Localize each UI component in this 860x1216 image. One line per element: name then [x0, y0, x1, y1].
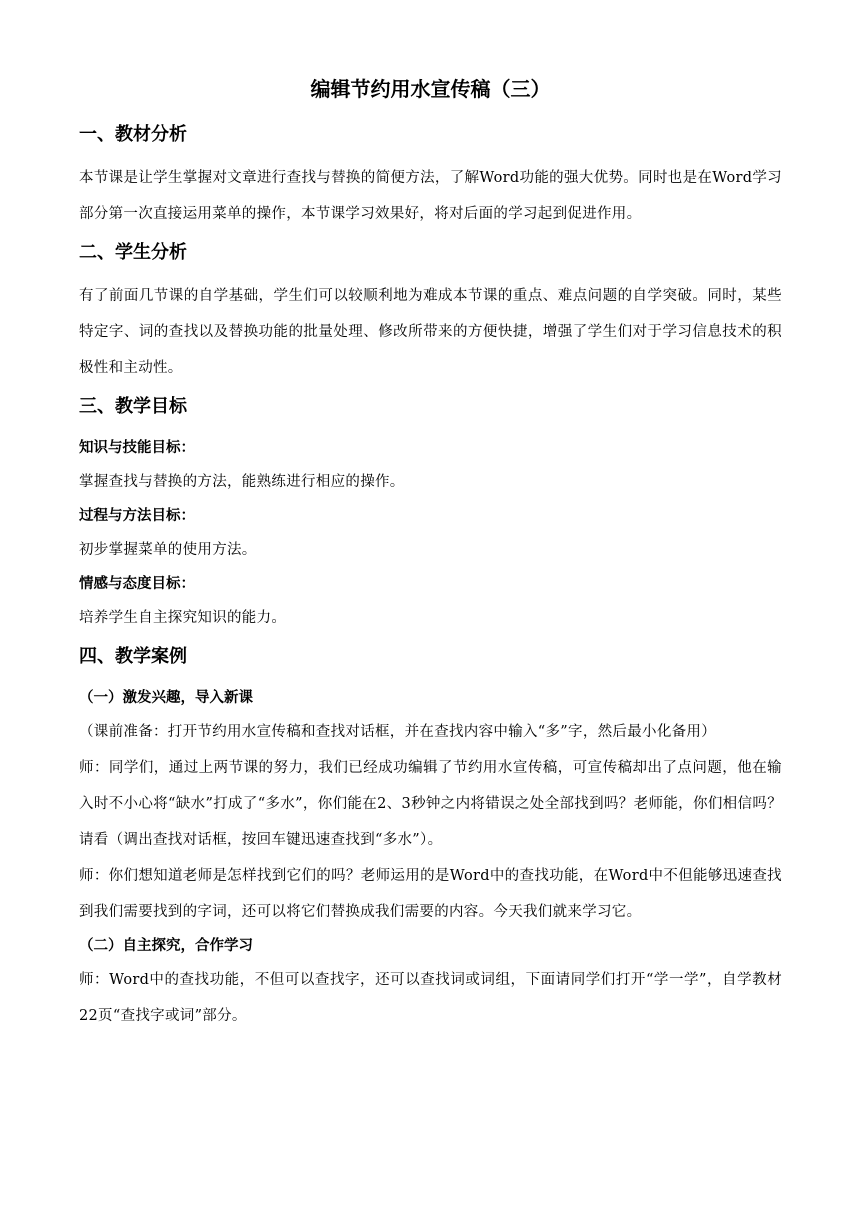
case-part1-paragraph: 师：你们想知道老师是怎样找到它们的吗？老师运用的是Word中的查找功能，在Word中不但能够迅速查找到我们需要找到的字词，还可以将它们替换成我们需要的内容。今天我们就来学习它。: [79, 868, 782, 920]
goal-text-knowledge: 掌握查找与替换的方法，能熟练进行相应的操作。: [79, 474, 405, 490]
case-part2-paragraph: 师：Word中的查找功能，不但可以查找字，还可以查找词或词组，下面请同学们打开“学一学”，自学教材22页“查找字或词”部分。: [79, 972, 782, 1024]
section-heading-student-analysis: 二、学生分析: [79, 242, 187, 263]
goal-label-process: 过程与方法目标：: [79, 508, 195, 524]
document-title: 编辑节约用水宣传稿（三）: [310, 77, 551, 101]
student-analysis-paragraph: 有了前面几节课的自学基础，学生们可以较顺利地为难成本节课的重点、难点问题的自学突破。同时，某些特定字、词的查找以及替换功能的批量处理、修改所带来的方便快捷，增强了学生们对于学习信息技术的积极性和主动性。: [79, 288, 782, 376]
goal-text-process: 初步掌握菜单的使用方法。: [79, 542, 257, 558]
section-heading-material-analysis: 一、教材分析: [79, 124, 187, 145]
goal-text-emotion: 培养学生自主探究知识的能力。: [79, 610, 287, 626]
goal-label-knowledge: 知识与技能目标：: [79, 440, 195, 456]
case-part1-heading: （一）激发兴趣，导入新课: [79, 690, 253, 706]
section-heading-teaching-goals: 三、教学目标: [79, 396, 187, 417]
material-analysis-paragraph: 本节课是让学生掌握对文章进行查找与替换的简便方法，了解Word功能的强大优势。同时也是在Word学习部分第一次直接运用菜单的操作，本节课学习效果好，将对后面的学习起到促进作用。: [79, 170, 782, 222]
case-part2-heading: （二）自主探究，合作学习: [79, 938, 253, 954]
goal-label-emotion: 情感与态度目标：: [79, 576, 195, 592]
case-part1-paragraph: （课前准备：打开节约用水宣传稿和查找对话框，并在查找内容中输入“多”字，然后最小化备用）: [79, 724, 717, 740]
case-part1-paragraph: 师：同学们，通过上两节课的努力，我们已经成功编辑了节约用水宣传稿，可宣传稿却出了点问题，他在输入时不小心将“缺水”打成了“多水”，你们能在2、3秒钟之内将错误之处全部找到吗？老师能，你们相信吗？请看（调出查找对话框，按回车键迅速查找到“多水”）。: [79, 760, 782, 848]
document-page: [79, 72, 782, 1034]
section-heading-teaching-case: 四、教学案例: [79, 646, 187, 667]
